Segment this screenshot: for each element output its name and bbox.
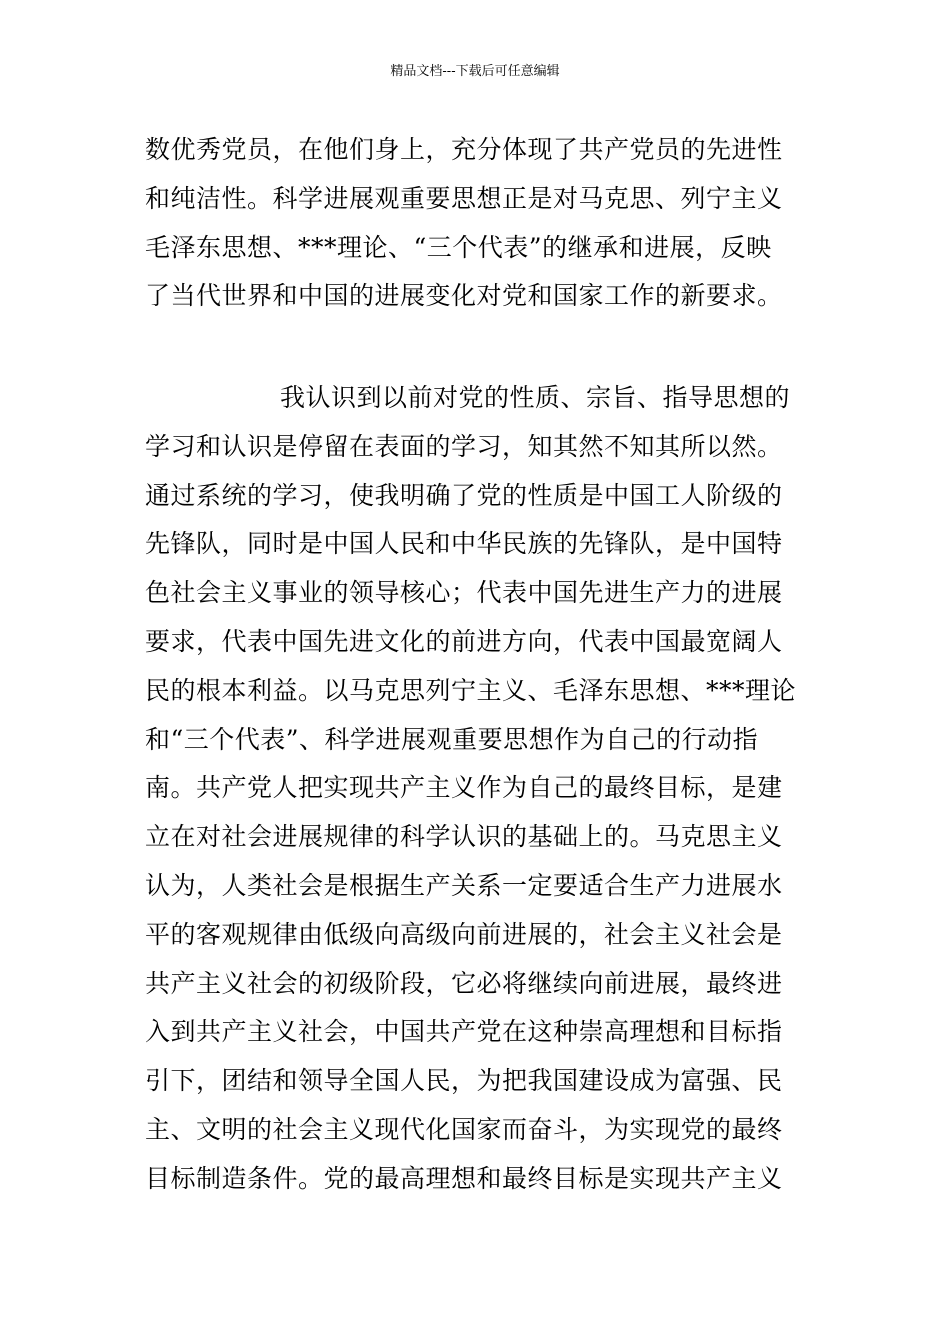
text-line: 毛泽东思想、***理论、“三个代表”的继承和进展，反映 [145,232,772,262]
text-line: 平的客观规律由低级向高级向前进展的，社会主义社会是 [145,919,783,949]
text-line: 我认识到以前对党的性质、宗旨、指导思想的 [280,383,791,412]
paragraph-2 [145,374,815,1204]
text-line: 入到共产主义社会，中国共产党在这种崇高理想和目标指 [145,1017,783,1047]
text-line: 通过系统的学习，使我明确了党的性质是中国工人阶级的 [145,480,783,510]
page-header: 精品文档---下载后可任意编辑 [390,64,560,79]
text-line: 立在对社会进展规律的科学认识的基础上的。马克思主义 [145,822,783,852]
text-line: 色社会主义事业的领导核心；代表中国先进生产力的进展 [145,578,783,608]
text-line: 先锋队，同时是中国人民和中华民族的先锋队，是中国特 [145,529,783,559]
paragraph-1 [145,126,815,321]
text-line: 共产主义社会的初级阶段，它必将继续向前进展，最终进 [145,968,783,998]
text-line: 引下，团结和领导全国人民，为把我国建设成为富强、民 [145,1066,783,1096]
text-line: 主、文明的社会主义现代化国家而奋斗，为实现党的最终 [145,1114,783,1144]
text-line: 学习和认识是停留在表面的学习，知其然不知其所以然。 [145,431,783,461]
text-line: 民的根本利益。以马克思列宁主义、毛泽东思想、***理论 [145,675,797,705]
text-line: 目标制造条件。党的最高理想和最终目标是实现共产主义 [145,1163,783,1193]
text-line: 和“三个代表”、科学进展观重要思想作为自己的行动指 [145,724,759,754]
text-line: 和纯洁性。科学进展观重要思想正是对马克思、列宁主义 [145,183,783,213]
text-line: 数优秀党员，在他们身上，充分体现了共产党员的先进性 [145,135,783,164]
text-line: 了当代世界和中国的进展变化对党和国家工作的新要求。 [145,281,783,311]
text-line: 认为，人类社会是根据生产关系一定要适合生产力进展水 [145,870,783,900]
text-line: 南。共产党人把实现共产主义作为自己的最终目标，是建 [145,773,783,803]
text-line: 要求，代表中国先进文化的前进方向，代表中国最宽阔人 [145,626,783,656]
